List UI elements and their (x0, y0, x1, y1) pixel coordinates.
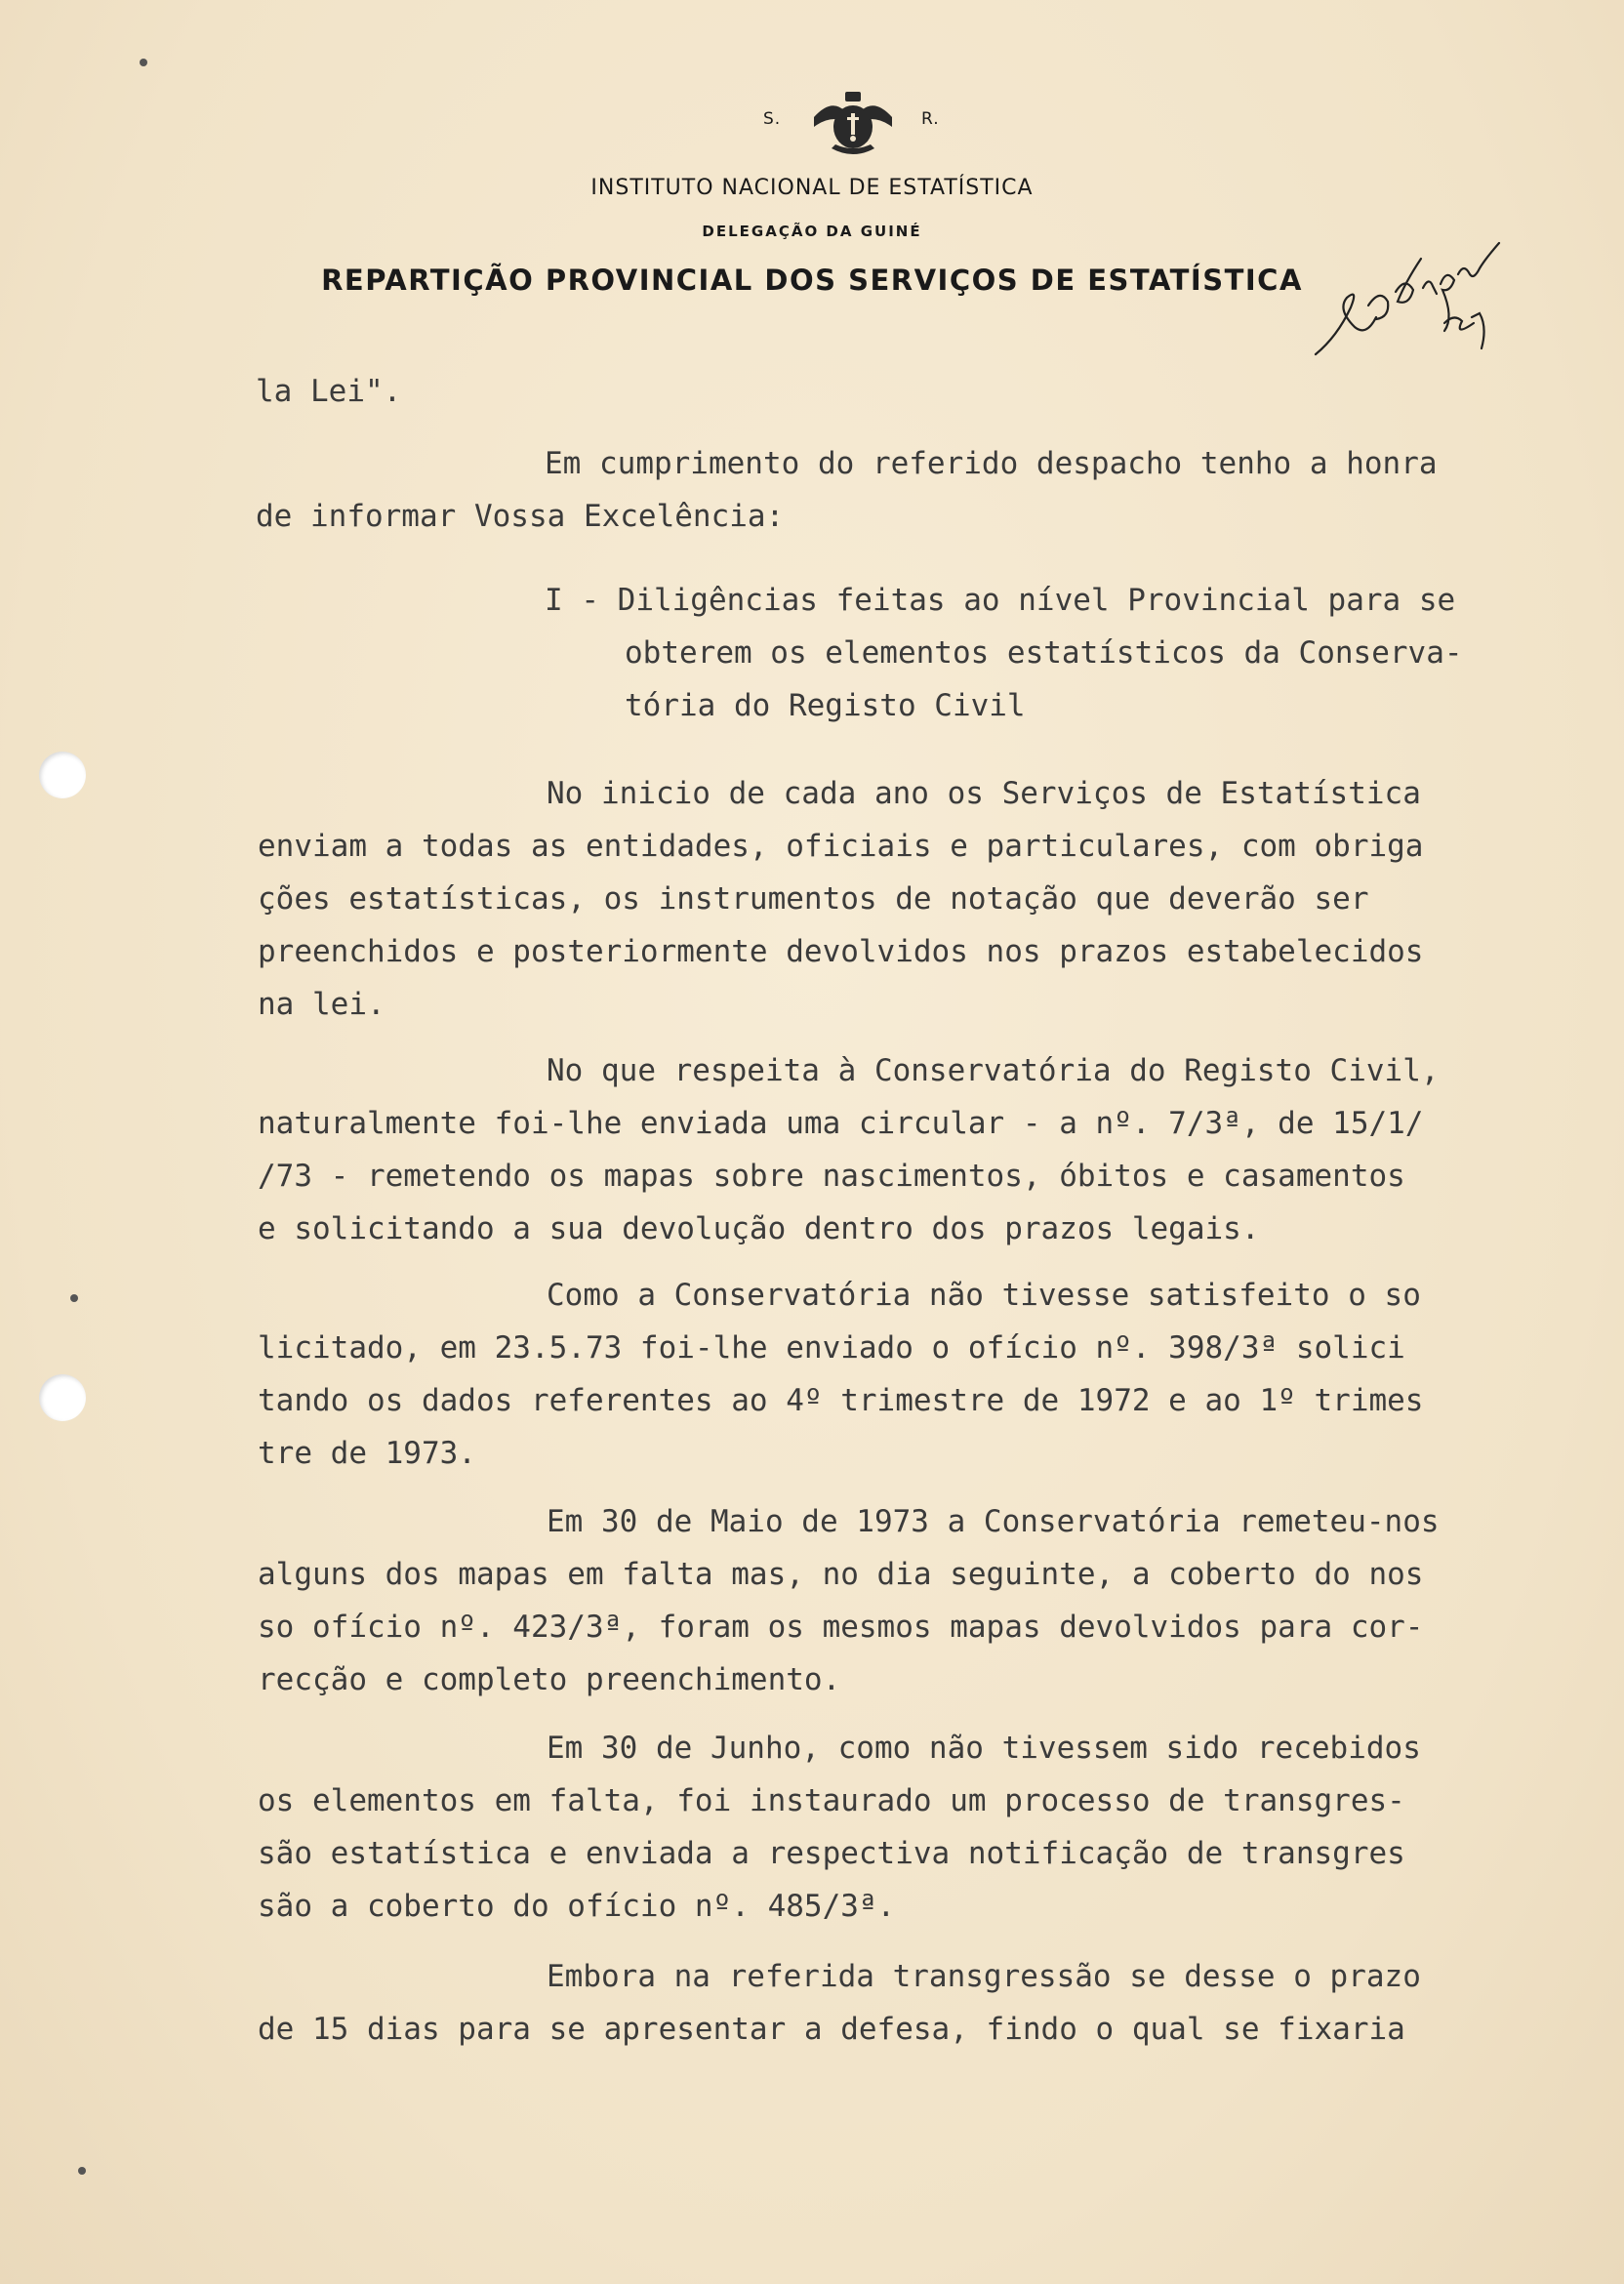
letter-r: R. (921, 109, 940, 129)
text-line: /73 - remetendo os mapas sobre nascimentos, óbitos e casamentos (258, 1159, 1405, 1194)
text-line: os elementos em falta, foi instaurado um processo de transgres- (258, 1783, 1405, 1818)
letter-s: S. (763, 109, 782, 129)
margin-speck (140, 59, 147, 66)
text-line: de 15 dias para se apresentar a defesa, findo o qual se fixaria (258, 2012, 1405, 2047)
section-heading: I - Diligências feitas ao nível Provincial para se (545, 583, 1456, 618)
handwritten-signature (1308, 229, 1503, 366)
text-line: alguns dos mapas em falta mas, no dia seguinte, a coberto do nos (258, 1557, 1424, 1592)
margin-speck (70, 1294, 78, 1302)
text-line: são estatística e enviada a respectiva notificação de transgres (258, 1836, 1405, 1871)
text-line: são a coberto do ofício nº. 485/3ª. (258, 1889, 896, 1924)
text-line: tre de 1973. (258, 1436, 476, 1471)
text-line: tando os dados referentes ao 4º trimestre de 1972 e ao 1º trimes (258, 1383, 1424, 1418)
text-line: No inicio de cada ano os Serviços de Estatística (547, 776, 1421, 811)
delegation-name: DELEGAÇÃO DA GUINÉ (702, 223, 922, 240)
margin-speck (78, 2167, 86, 2175)
department-name: REPARTIÇÃO PROVINCIAL DOS SERVIÇOS DE ESTATÍSTICA (321, 264, 1303, 297)
text-line: ções estatísticas, os instrumentos de notação que deverão ser (258, 881, 1369, 917)
text-line: Em cumprimento do referido despacho tenho a honra (545, 446, 1438, 481)
text-line: licitado, em 23.5.73 foi-lhe enviado o ofício nº. 398/3ª solici (258, 1330, 1405, 1366)
section-heading-cont: tória do Registo Civil (625, 688, 1026, 723)
coat-of-arms-icon (812, 88, 894, 158)
text-line: na lei. (258, 987, 386, 1022)
text-line: Embora na referida transgressão se desse o prazo (547, 1959, 1421, 1994)
text-line: Em 30 de Maio de 1973 a Conservatória remeteu-nos (547, 1504, 1440, 1539)
text-line: Em 30 de Junho, como não tivessem sido recebidos (547, 1731, 1421, 1766)
text-line: No que respeita à Conservatória do Registo Civil, (547, 1053, 1440, 1088)
text-line: la Lei". (256, 374, 402, 409)
text-line: recção e completo preenchimento. (258, 1662, 841, 1697)
text-line: Como a Conservatória não tivesse satisfeito o so (547, 1278, 1421, 1313)
text-line: so ofício nº. 423/3ª, foram os mesmos mapas devolvidos para cor- (258, 1610, 1424, 1645)
text-line: enviam a todas as entidades, oficiais e particulares, com obriga (258, 829, 1424, 864)
text-line: e solicitando a sua devolução dentro dos prazos legais. (258, 1211, 1260, 1246)
institute-name: INSTITUTO NACIONAL DE ESTATÍSTICA (590, 176, 1034, 200)
text-line: naturalmente foi-lhe enviada uma circular - a nº. 7/3ª, de 15/1/ (258, 1106, 1424, 1141)
text-line: de informar Vossa Excelência: (256, 499, 785, 534)
punch-hole-top (39, 752, 86, 798)
punch-hole-bottom (39, 1374, 86, 1421)
text-line: preenchidos e posteriormente devolvidos nos prazos estabelecidos (258, 934, 1424, 969)
section-heading-cont: obterem os elementos estatísticos da Conserva- (625, 635, 1463, 671)
